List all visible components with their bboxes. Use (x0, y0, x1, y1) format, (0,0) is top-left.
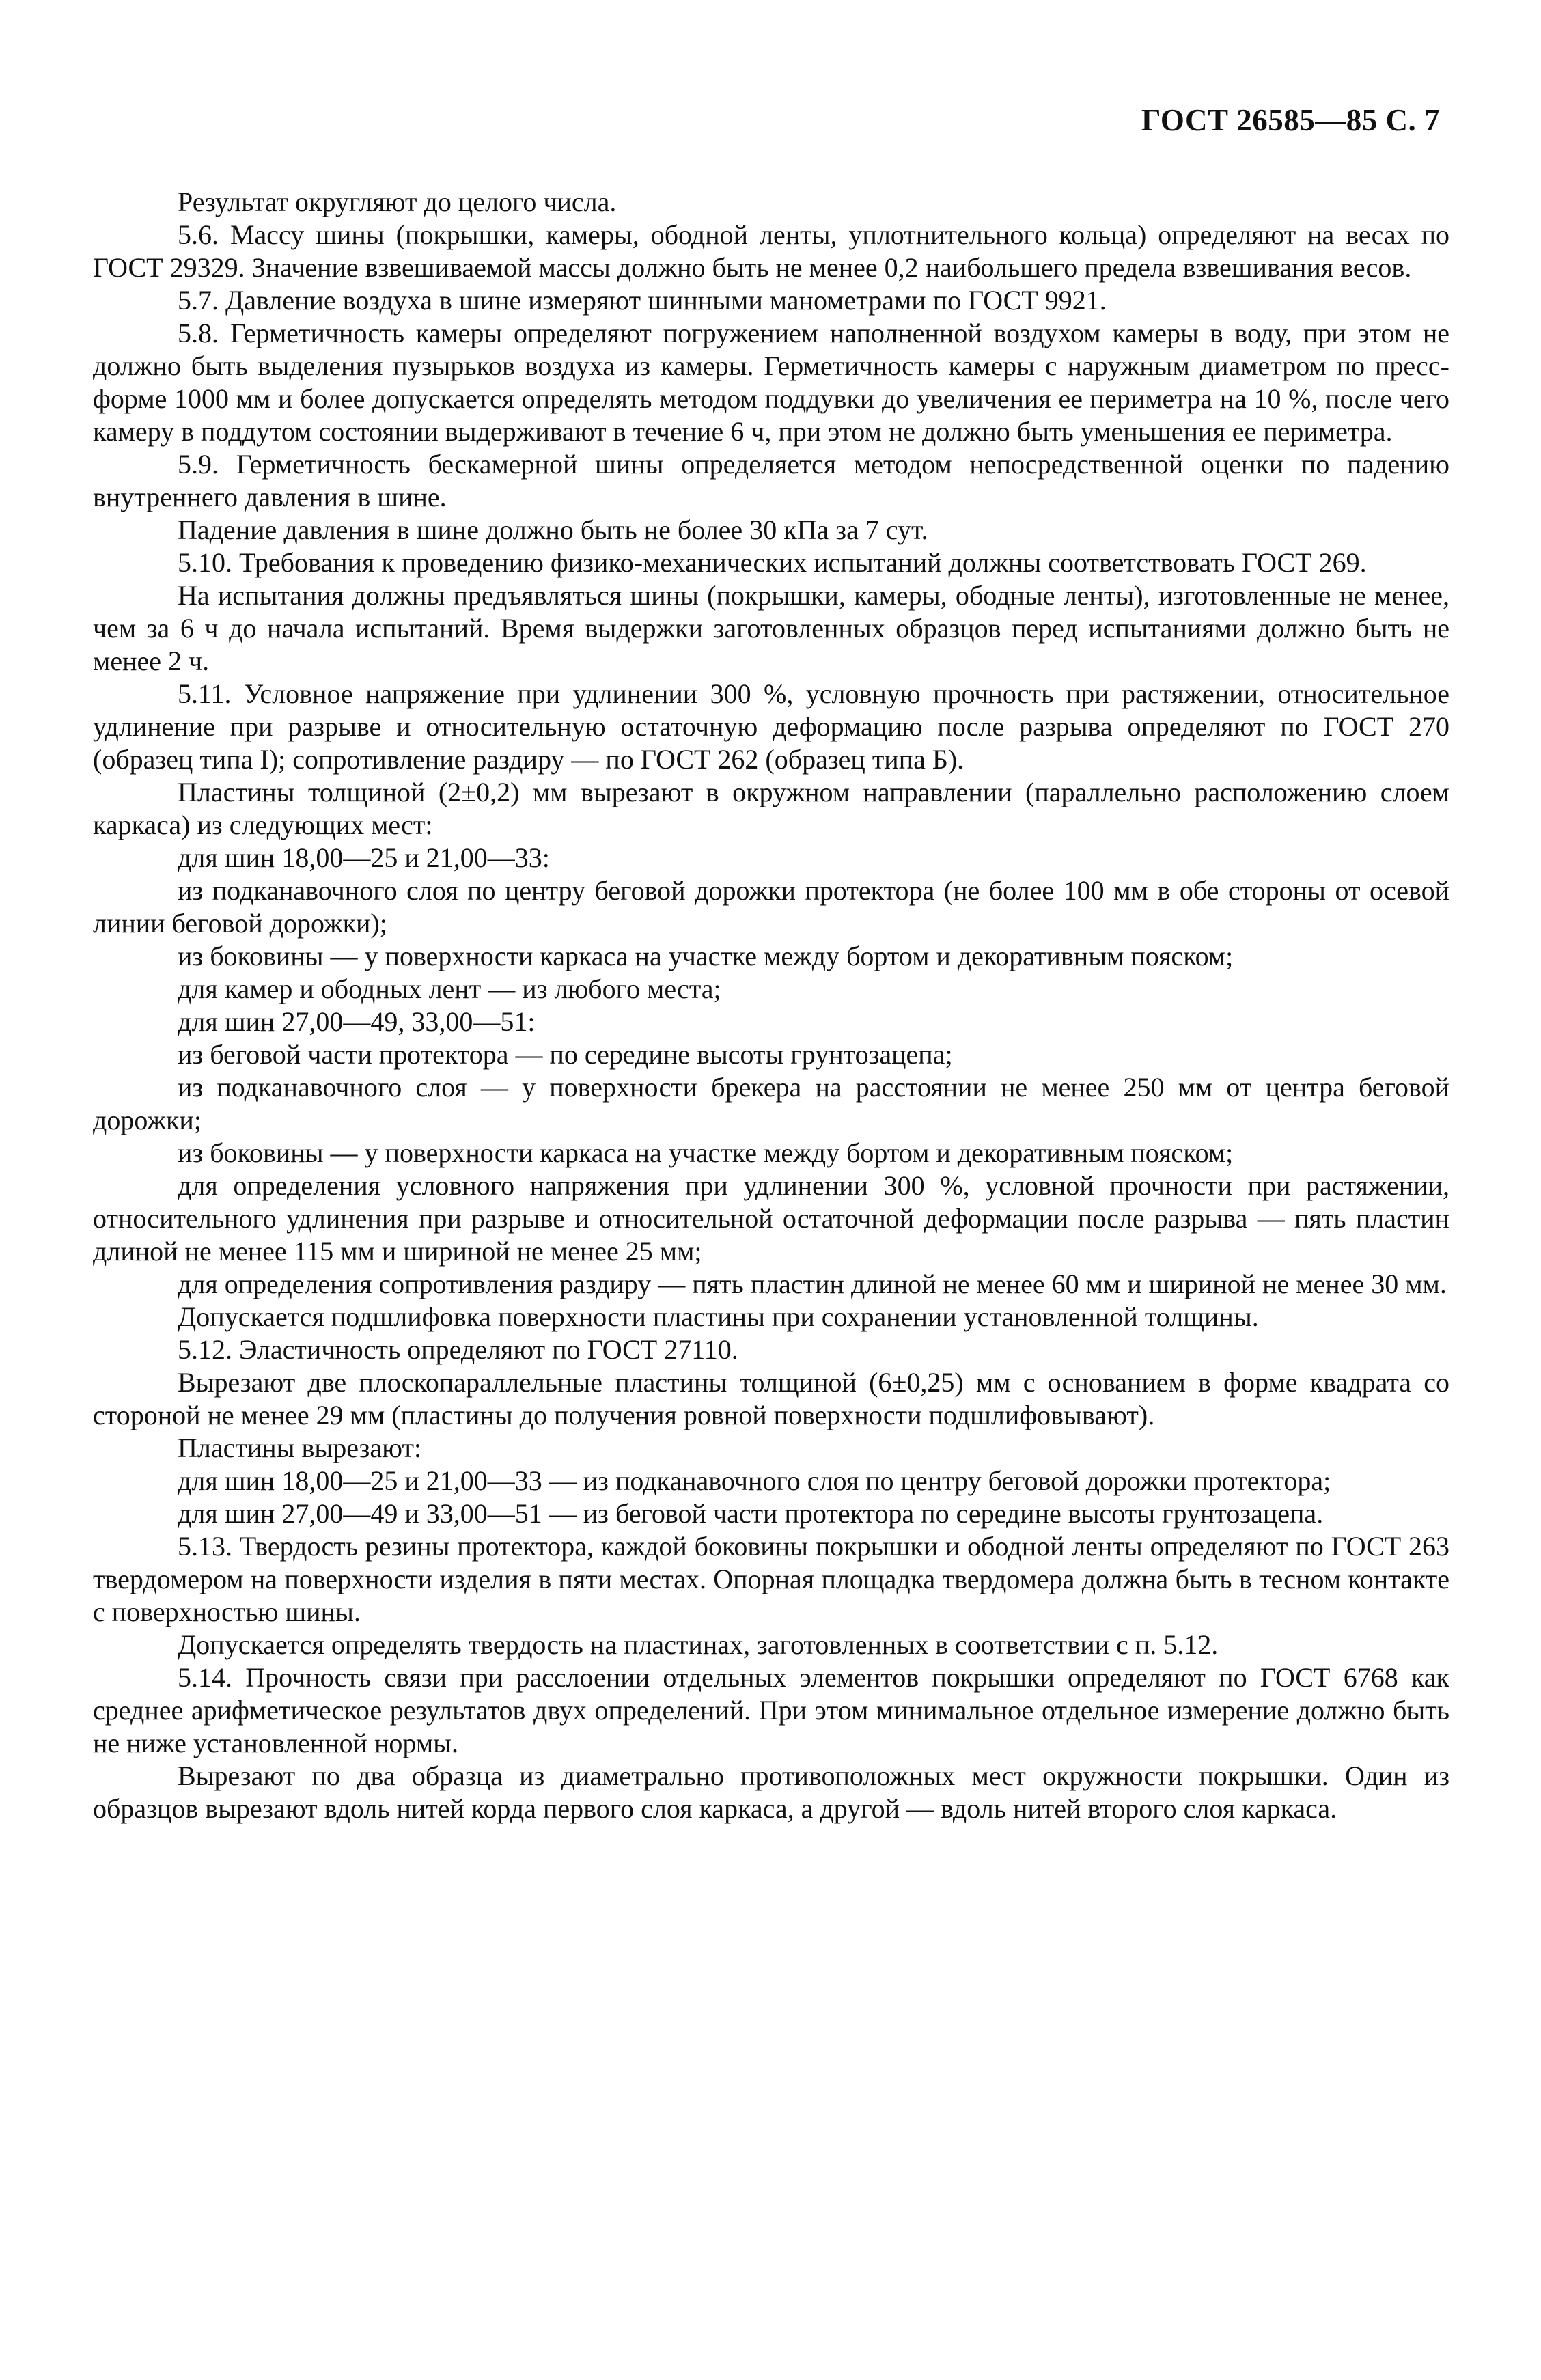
paragraph: для определения сопротивления раздиру — пять пластин длиной не менее 60 мм и шириной не менее 30 мм. (178, 1269, 1447, 1299)
paragraph: для определения условного напряжения при удлинении 300 %, условной прочности при растяжении, относительного удлинения при разрыве и относительной остаточной деформации после разрыва — пять пластин длиной не менее 115 мм и шириной не менее 25 мм; (93, 1170, 1449, 1267)
paragraph: для шин 18,00—25 и 21,00—33 — из подканавочного слоя по центру беговой дорожки протектора; (178, 1465, 1331, 1496)
paragraph: из боковины — у поверхности каркаса на участке между бортом и декоративным пояском; (178, 1137, 1234, 1168)
paragraph: 5.6. Массу шины (покрышки, камеры, ободной ленты, уплотнительного кольца) определяют на весах по ГОСТ 29329. Значение взвешиваемой массы должно быть не менее 0,2 наибольшего предела взвешивания весов. (93, 219, 1449, 283)
paragraph: из беговой части протектора — по середине высоты грунтозацепа; (178, 1039, 953, 1070)
paragraph: 5.13. Твердость резины протектора, каждой боковины покрышки и ободной ленты определяют по ГОСТ 263 твердомером на поверхности изделия в пяти местах. Опорная площадка твердомера должна быть в тесном контакте с поверхностью шины. (93, 1531, 1449, 1627)
paragraph: Пластины вырезают: (178, 1433, 422, 1463)
paragraph: 5.10. Требования к проведению физико-механических испытаний должны соответствовать ГОСТ 269. (178, 547, 1367, 578)
paragraph: 5.14. Прочность связи при расслоении отдельных элементов покрышки определяют по ГОСТ 6768 как среднее арифметическое результатов двух определений. При этом минимальное отдельное измерение должно быть не ниже установленной нормы. (93, 1662, 1449, 1758)
document-body (93, 186, 1449, 1825)
paragraph: для шин 18,00—25 и 21,00—33: (178, 842, 550, 873)
paragraph: Допускается подшлифовка поверхности пластины при сохранении установленной толщины. (178, 1301, 1259, 1332)
paragraph: из подканавочного слоя — у поверхности брекера на расстоянии не менее 250 мм от центра беговой дорожки; (93, 1072, 1449, 1135)
paragraph: Вырезают две плоскопараллельные пластины толщиной (6±0,25) мм с основанием в форме квадрата со стороной не менее 29 мм (пластины до получения ровной поверхности подшлифовывают). (93, 1367, 1449, 1430)
paragraph: Вырезают по два образца из диаметрально противоположных мест окружности покрышки. Один из образцов вырезают вдоль нитей корда первого слоя каркаса, а другой — вдоль нитей второго слоя каркаса. (93, 1760, 1449, 1824)
paragraph: из боковины — у поверхности каркаса на участке между бортом и декоративным пояском; (178, 941, 1234, 971)
paragraph: из подканавочного слоя по центру беговой дорожки протектора (не более 100 мм в обе стороны от осевой линии беговой дорожки); (93, 875, 1449, 939)
paragraph: Результат округляют до целого числа. (178, 186, 617, 217)
paragraph: для камер и ободных лент — из любого места; (178, 973, 721, 1004)
paragraph: Пластины толщиной (2±0,2) мм вырезают в окружном направлении (параллельно расположению слоем каркаса) из следующих мест: (93, 777, 1449, 840)
paragraph: Допускается определять твердость на пластинах, заготовленных в соответствии с п. 5.12. (178, 1629, 1219, 1660)
paragraph: 5.8. Герметичность камеры определяют погружением наполненной воздухом камеры в воду, при этом не должно быть выделения пузырьков воздуха из камеры. Герметичность камеры с наружным диаметром по пресс-форме 1000 мм и более допускается определять методом поддувки до увеличения ее периметра на 10 %, после чего камеру в поддутом состоянии выдерживают в течение 6 ч, при этом не должно быть уменьшения ее периметра. (93, 318, 1449, 447)
paragraph: 5.9. Герметичность бескамерной шины определяется методом непосредственной оценки по падению внутреннего давления в шине. (93, 449, 1449, 512)
paragraph: для шин 27,00—49, 33,00—51: (178, 1006, 536, 1037)
page-header: ГОСТ 26585—85 С. 7 (1141, 103, 1440, 137)
paragraph: 5.7. Давление воздуха в шине измеряют шинными манометрами по ГОСТ 9921. (178, 285, 1107, 316)
paragraph: для шин 27,00—49 и 33,00—51 — из беговой части протектора по середине высоты грунтозацепа. (178, 1498, 1324, 1529)
paragraph: Падение давления в шине должно быть не более 30 кПа за 7 сут. (178, 514, 928, 545)
paragraph: 5.11. Условное напряжение при удлинении 300 %, условную прочность при растяжении, относительное удлинение при разрыве и относительную остаточную деформацию после разрыва определяют по ГОСТ 270 (образец типа I); сопротивление раздиру — по ГОСТ 262 (образец типа Б). (93, 678, 1449, 775)
paragraph: На испытания должны предъявляться шины (покрышки, камеры, ободные ленты), изготовленные не менее, чем за 6 ч до начала испытаний. Время выдержки заготовленных образцов перед испытаниями должно быть не менее 2 ч. (93, 580, 1449, 676)
paragraph: 5.12. Эластичность определяют по ГОСТ 27110. (178, 1334, 738, 1365)
